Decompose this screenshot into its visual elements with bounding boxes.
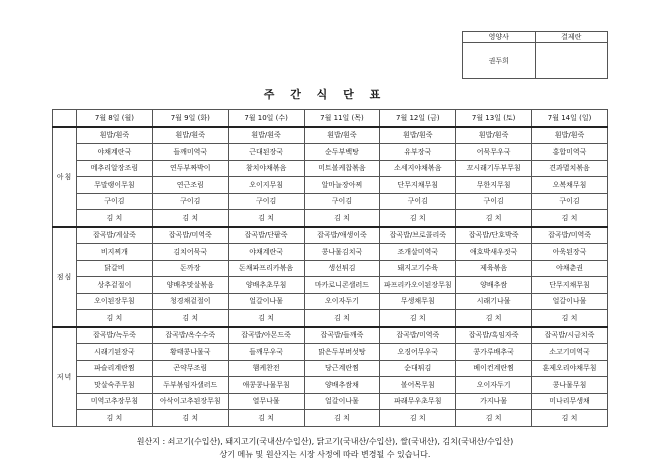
menu-item: 꼬시래기두부무침 [456, 160, 532, 177]
menu-item: 김 치 [456, 310, 532, 327]
menu-item: 맑은두부버섯탕 [304, 344, 380, 361]
menu-item: 무말랭이무침 [77, 177, 153, 194]
menu-item: 잡곡밥/옥수수죽 [152, 327, 228, 344]
menu-row [53, 344, 608, 361]
menu-row [53, 377, 608, 394]
menu-item: 흰밥/흰죽 [380, 127, 456, 144]
menu-item: 유부장국 [380, 144, 456, 161]
menu-item: 잡곡밥/단팥죽 [228, 227, 304, 244]
menu-row [53, 227, 608, 244]
menu-item: 파래무우초무침 [380, 393, 456, 410]
menu-row [53, 327, 608, 344]
menu-item: 파프리카오이된장무침 [380, 277, 456, 294]
menu-row [53, 127, 608, 144]
menu-item: 미역고추장무침 [77, 393, 153, 410]
page-title: 주 간 식 단 표 [263, 88, 387, 101]
approval-cell-payment: 결제란 [535, 32, 608, 43]
menu-item: 김 치 [532, 210, 608, 227]
menu-item: 메추리알장조림 [77, 160, 153, 177]
approval-cell-dietitian: 영양사 [463, 32, 536, 43]
menu-item: 흰밥/흰죽 [304, 127, 380, 144]
menu-item: 김 치 [380, 410, 456, 427]
menu-item: 양배추쌈 [456, 277, 532, 294]
menu-item: 김 치 [152, 210, 228, 227]
menu-row [53, 410, 608, 427]
menu-item: 양배추맛살볶음 [152, 277, 228, 294]
menu-item: 김 치 [152, 310, 228, 327]
day-header: 7월 13일 (토) [456, 110, 532, 127]
menu-item: 곤약무조림 [152, 360, 228, 377]
menu-item: 김 치 [228, 210, 304, 227]
menu-item: 김 치 [304, 210, 380, 227]
menu-item: 잡곡밥/미역죽 [380, 327, 456, 344]
menu-item: 베이컨계란찜 [456, 360, 532, 377]
menu-item: 잡곡밥/브로콜리죽 [380, 227, 456, 244]
menu-item: 잡곡밥/미역죽 [532, 227, 608, 244]
day-header: 7월 12일 (금) [380, 110, 456, 127]
menu-item: 비지찌개 [77, 244, 153, 261]
menu-item: 흰밥/흰죽 [532, 127, 608, 144]
menu-item: 시래기나물 [456, 293, 532, 310]
menu-item: 김 치 [228, 410, 304, 427]
menu-item: 김 치 [304, 310, 380, 327]
menu-item: 두부볶임자샐러드 [152, 377, 228, 394]
day-header: 7월 10일 (수) [228, 110, 304, 127]
menu-item: 잡곡밥/아몬드죽 [228, 327, 304, 344]
menu-item: 맛살숙주무침 [77, 377, 153, 394]
menu-item: 시래기된장국 [77, 344, 153, 361]
menu-item: 김 치 [456, 210, 532, 227]
menu-item: 단무지채무침 [532, 277, 608, 294]
menu-item: 돼지고기수육 [380, 260, 456, 277]
menu-item: 조개살미역국 [380, 244, 456, 261]
menu-item: 김 치 [77, 210, 153, 227]
menu-item: 얼갈이나물 [228, 293, 304, 310]
approval-box [462, 31, 608, 79]
menu-item: 오이자두기 [304, 293, 380, 310]
menu-item: 오이자두기 [456, 377, 532, 394]
menu-item: 무생채무침 [380, 293, 456, 310]
meal-label: 저녁 [53, 327, 77, 427]
menu-item: 알마늘장아찌 [304, 177, 380, 194]
menu-item: 구이김 [532, 193, 608, 210]
menu-item: 잡곡밥/게살죽 [77, 227, 153, 244]
menu-row [53, 360, 608, 377]
menu-item: 무한지무침 [456, 177, 532, 194]
menu-item: 제육볶음 [456, 260, 532, 277]
menu-item: 아삭이고추된장무침 [152, 393, 228, 410]
origin-notice: 원산지 : 쇠고기(수입산), 돼지고기(국내산/수입산), 닭고기(국내산/수입산), 쌀(국내산), 김치(국내산/수입산) [136, 437, 514, 446]
menu-item: 김 치 [304, 410, 380, 427]
day-header: 7월 9일 (화) [152, 110, 228, 127]
menu-item: 얼갈이나물 [304, 393, 380, 410]
meal-label: 아침 [53, 127, 77, 227]
menu-row [53, 160, 608, 177]
menu-item: 양배추초무침 [228, 277, 304, 294]
approval-cell-name: 권두희 [463, 43, 536, 79]
menu-row [53, 193, 608, 210]
menu-item: 생선튀김 [304, 260, 380, 277]
menu-item: 흰밥/흰죽 [228, 127, 304, 144]
menu-item: 돈채파프리카볶음 [228, 260, 304, 277]
menu-item: 홍합미역국 [532, 144, 608, 161]
menu-item: 미나리무생채 [532, 393, 608, 410]
menu-row [53, 310, 608, 327]
menu-item: 열무나물 [228, 393, 304, 410]
menu-item: 마카로니콘샐러드 [304, 277, 380, 294]
day-header: 7월 8일 (월) [77, 110, 153, 127]
meal-label: 점심 [53, 227, 77, 327]
menu-item: 잡곡밥/애생이죽 [304, 227, 380, 244]
menu-item: 연근조림 [152, 177, 228, 194]
menu-item: 잡곡밥/녹두죽 [77, 327, 153, 344]
menu-row [53, 177, 608, 194]
menu-item: 잡곡밥/단호박죽 [456, 227, 532, 244]
menu-item: 잡곡밥/흑임자죽 [456, 327, 532, 344]
menu-row [53, 144, 608, 161]
change-notice: 상기 메뉴 및 원산지는 시장 사정에 따라 변경될 수 있습니다. [219, 450, 431, 459]
menu-item: 견과멸치볶음 [532, 160, 608, 177]
menu-item: 연두부짜박이 [152, 160, 228, 177]
menu-item: 오이지무침 [228, 177, 304, 194]
menu-item: 콩가루배추국 [456, 344, 532, 361]
menu-item: 들깨무우국 [228, 344, 304, 361]
menu-item: 얼갈이나물 [532, 293, 608, 310]
menu-item: 오징어무우국 [380, 344, 456, 361]
menu-item: 들깨미역국 [152, 144, 228, 161]
menu-item: 청경채겉절이 [152, 293, 228, 310]
menu-item: 가지나물 [456, 393, 532, 410]
menu-item: 근대된장국 [228, 144, 304, 161]
weekly-menu-table [52, 109, 608, 427]
menu-row [53, 260, 608, 277]
menu-item: 구이김 [152, 193, 228, 210]
day-header: 7월 14일 (일) [532, 110, 608, 127]
menu-item: 닭갈비 [77, 260, 153, 277]
menu-item: 순두부백탕 [304, 144, 380, 161]
menu-item: 볼어목무침 [380, 377, 456, 394]
menu-item: 구이김 [380, 193, 456, 210]
menu-row [53, 393, 608, 410]
menu-item: 김치어묵국 [152, 244, 228, 261]
menu-item: 훈제오리야채무침 [532, 360, 608, 377]
menu-item: 김 치 [77, 310, 153, 327]
menu-item: 참치야채볶음 [228, 160, 304, 177]
menu-item: 황태콩나물국 [152, 344, 228, 361]
menu-item: 김 치 [152, 410, 228, 427]
menu-item: 흰밥/흰죽 [456, 127, 532, 144]
menu-item: 김 치 [77, 410, 153, 427]
menu-item: 야채계란국 [77, 144, 153, 161]
menu-item: 구이김 [304, 193, 380, 210]
menu-item: 소세지야채볶음 [380, 160, 456, 177]
menu-item: 아욱된장국 [532, 244, 608, 261]
menu-row [53, 293, 608, 310]
menu-item: 잡곡밥/시금치죽 [532, 327, 608, 344]
header-row [53, 110, 608, 127]
menu-item: 콩나물무침 [532, 377, 608, 394]
menu-row [53, 244, 608, 261]
menu-item: 야채계란국 [228, 244, 304, 261]
menu-item: 잡곡밥/미역죽 [152, 227, 228, 244]
menu-item: 파슬리계란찜 [77, 360, 153, 377]
menu-item: 김 치 [456, 410, 532, 427]
menu-item: 오이된장무침 [77, 293, 153, 310]
menu-item: 어묵무우국 [456, 144, 532, 161]
menu-item: 김 치 [532, 310, 608, 327]
menu-item: 김 치 [532, 410, 608, 427]
menu-item: 구이김 [456, 193, 532, 210]
menu-item: 소고기미역국 [532, 344, 608, 361]
menu-item: 단무지채무침 [380, 177, 456, 194]
menu-item: 구이김 [77, 193, 153, 210]
menu-item: 김 치 [228, 310, 304, 327]
menu-item: 잡곡밥/들깨죽 [304, 327, 380, 344]
menu-item: 당근계란찜 [304, 360, 380, 377]
menu-item: 김 치 [380, 310, 456, 327]
menu-item: 순대튀김 [380, 360, 456, 377]
menu-item: 양배추쌈채 [304, 377, 380, 394]
menu-item: 오복채무침 [532, 177, 608, 194]
menu-item: 김 치 [380, 210, 456, 227]
menu-item: 구이김 [228, 193, 304, 210]
corner-cell [53, 110, 77, 127]
menu-item: 애호박새우젓국 [456, 244, 532, 261]
menu-row [53, 210, 608, 227]
menu-item: 햄케찬전 [228, 360, 304, 377]
menu-item: 돈까장 [152, 260, 228, 277]
menu-item: 상추겉절이 [77, 277, 153, 294]
menu-row [53, 277, 608, 294]
menu-item: 흰밥/흰죽 [152, 127, 228, 144]
menu-item: 미트볼케찹볶음 [304, 160, 380, 177]
menu-item: 콩나물김치국 [304, 244, 380, 261]
approval-cell-sign [535, 43, 608, 79]
day-header: 7월 11일 (목) [304, 110, 380, 127]
menu-item: 야채춘권 [532, 260, 608, 277]
menu-item: 흰밥/흰죽 [77, 127, 153, 144]
menu-item: 애콩콩나물무침 [228, 377, 304, 394]
